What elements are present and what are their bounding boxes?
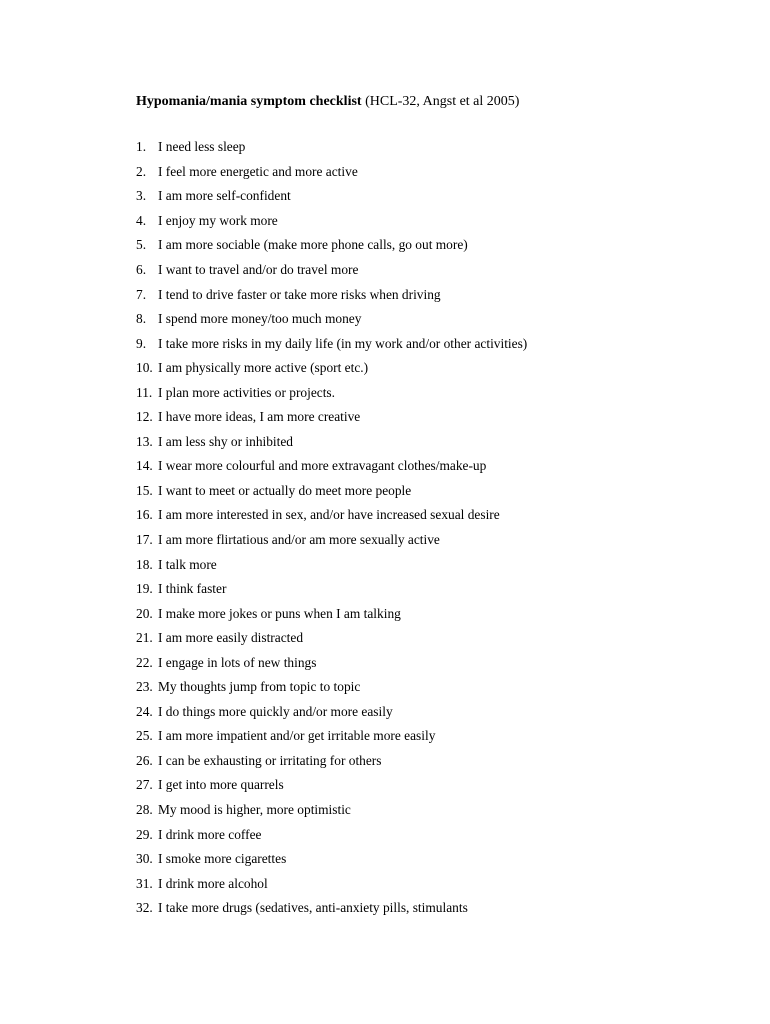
checklist-item — [136, 282, 527, 307]
item-number: 30. — [136, 851, 153, 867]
item-text: I plan more activities or projects. — [158, 384, 335, 400]
item-text: I wear more colourful and more extravagant clothes/make-up — [158, 458, 487, 474]
item-number: 26. — [136, 752, 153, 768]
item-number: 2. — [136, 163, 147, 179]
item-number: 8. — [136, 311, 147, 327]
checklist-item — [136, 380, 527, 405]
checklist-item — [136, 135, 527, 160]
item-number: 14. — [136, 458, 153, 474]
item-text: My thoughts jump from topic to topic — [158, 679, 361, 695]
checklist-item — [136, 675, 527, 700]
checklist-item — [136, 405, 527, 430]
item-text: I am more impatient and/or get irritable more easily — [158, 728, 436, 744]
item-number: 17. — [136, 532, 153, 548]
item-number: 19. — [136, 581, 153, 597]
title-bold-text: Hypomania/mania symptom checklist — [136, 94, 362, 109]
item-number: 24. — [136, 703, 153, 719]
checklist-item — [136, 871, 527, 896]
item-number: 15. — [136, 482, 153, 498]
item-text: I am more easily distracted — [158, 630, 304, 646]
item-number: 4. — [136, 212, 147, 228]
item-text: I want to meet or actually do meet more people — [158, 482, 412, 498]
item-number: 11. — [136, 384, 153, 400]
item-text: I want to travel and/or do travel more — [158, 262, 359, 277]
checklist-item — [136, 724, 527, 749]
checklist-item — [136, 577, 527, 602]
item-text: I am more interested in sex, and/or have increased sexual desire — [158, 507, 500, 523]
checklist-item — [136, 184, 527, 209]
item-text: I take more risks in my daily life (in my work and/or other activities) — [158, 335, 528, 351]
item-number: 29. — [136, 826, 153, 842]
item-text: I spend more money/too much money — [158, 311, 362, 327]
item-number: 25. — [136, 728, 153, 744]
document-title — [136, 93, 519, 111]
item-number: 7. — [136, 286, 147, 302]
checklist-item — [136, 552, 527, 577]
item-text: I drink more alcohol — [158, 875, 268, 891]
item-number: 27. — [136, 777, 153, 793]
item-text: I need less sleep — [158, 139, 246, 155]
checklist-item — [136, 896, 527, 921]
checklist-item — [136, 503, 527, 528]
item-text: I am more self-confident — [158, 188, 291, 204]
item-text: I feel more energetic and more active — [158, 163, 358, 179]
item-number: 31. — [136, 875, 153, 891]
checklist-item — [136, 479, 527, 504]
checklist-item — [136, 749, 527, 774]
checklist-item — [136, 258, 527, 283]
item-text: I do things more quickly and/or more easily — [158, 703, 393, 719]
item-number: 16. — [136, 507, 153, 523]
item-text: I drink more coffee — [158, 826, 262, 842]
checklist-item — [136, 356, 527, 381]
item-number: 18. — [136, 556, 153, 572]
item-text: I am more sociable (make more phone calls, go out more) — [158, 237, 468, 253]
item-text: I engage in lots of new things — [158, 654, 317, 670]
item-number: 20. — [136, 605, 153, 621]
item-number: 6. — [136, 262, 147, 277]
checklist-item — [136, 773, 527, 798]
item-text: I make more jokes or puns when I am talking — [158, 605, 401, 621]
item-number: 13. — [136, 433, 153, 449]
item-number: 32. — [136, 900, 153, 916]
item-number: 22. — [136, 654, 153, 670]
item-text: I am more flirtatious and/or am more sexually active — [158, 532, 440, 548]
checklist-item — [136, 233, 527, 258]
item-text: I enjoy my work more — [158, 212, 278, 228]
item-number: 5. — [136, 237, 147, 253]
title-citation-text: (HCL-32, Angst et al 2005) — [361, 94, 520, 109]
checklist-item — [136, 847, 527, 872]
item-text: I get into more quarrels — [158, 777, 284, 793]
checklist-item — [136, 430, 527, 455]
checklist-item — [136, 822, 527, 847]
item-text: I tend to drive faster or take more risks when driving — [158, 286, 441, 302]
item-number: 28. — [136, 802, 153, 818]
item-number: 10. — [136, 360, 153, 376]
checklist-item — [136, 528, 527, 553]
checklist-item — [136, 700, 527, 725]
item-text: I take more drugs (sedatives, anti-anxiety pills, stimulants — [158, 900, 468, 916]
checklist-item — [136, 331, 527, 356]
item-text: My mood is higher, more optimistic — [158, 802, 351, 818]
checklist-item — [136, 160, 527, 185]
item-text: I have more ideas, I am more creative — [158, 409, 361, 425]
item-number: 3. — [136, 188, 147, 204]
item-number: 12. — [136, 409, 153, 425]
item-text: I talk more — [158, 556, 217, 572]
item-number: 1. — [136, 139, 147, 155]
item-text: I can be exhausting or irritating for others — [158, 752, 382, 768]
item-text: I smoke more cigarettes — [158, 851, 287, 867]
checklist-item — [136, 798, 527, 823]
item-number: 23. — [136, 679, 153, 695]
symptom-checklist — [136, 135, 527, 921]
item-number: 9. — [136, 335, 147, 351]
checklist-item — [136, 307, 527, 332]
checklist-item — [136, 601, 527, 626]
item-text: I am physically more active (sport etc.) — [158, 360, 369, 376]
item-text: I am less shy or inhibited — [158, 433, 294, 449]
checklist-item — [136, 626, 527, 651]
item-text: I think faster — [158, 581, 227, 597]
checklist-item — [136, 209, 527, 234]
item-number: 21. — [136, 630, 153, 646]
checklist-item — [136, 454, 527, 479]
checklist-item — [136, 650, 527, 675]
